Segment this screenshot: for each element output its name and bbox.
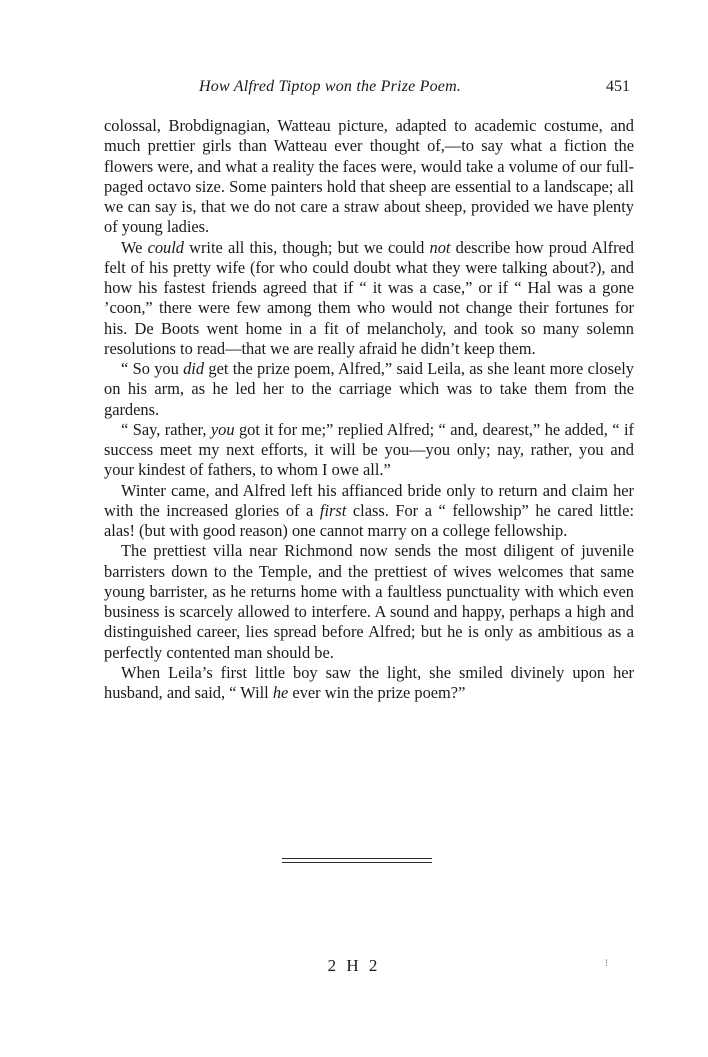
text-run: colossal, Brobdignagian, Watteau picture, adapted to academic costume, and much prettier girls than Watteau ever thought of,—to say what a fiction the flowers were, and what a reality the faces were, would take a volume of our full-paged octavo size. Some painters hold that sheep are essential to a landscape; all we can say is, that we do not care a straw about sheep, provided we have plenty of young ladies.	[104, 116, 634, 237]
signature-mark: 2 H 2	[327, 956, 381, 975]
text-run: “ Say, rather,	[121, 419, 211, 439]
text-run: class. For a “ fellowship” he cared little: alas! (but with good reason) one cannot marry on a college fellowship.	[104, 500, 635, 540]
text-run: We	[121, 237, 148, 257]
running-header	[104, 78, 634, 104]
running-title: How Alfred Tiptop won the Prize Poem.	[199, 78, 462, 95]
paragraph	[104, 663, 634, 704]
page-number: 451	[606, 78, 630, 95]
paragraph	[104, 541, 634, 663]
text-run: write all this, though; but we could	[184, 237, 430, 257]
text-run: “ So you	[121, 359, 184, 378]
section-end-rule	[282, 858, 432, 863]
italic-run: could	[147, 237, 184, 257]
paragraph	[104, 359, 634, 420]
paragraph	[104, 420, 634, 481]
italic-run: did	[183, 359, 205, 378]
text-run: When Leila’s first little boy saw the light, she smiled divinely upon her husband, and said, “ Will	[104, 662, 634, 702]
text-run: describe how proud Alfred felt of his pretty wife (for who could doubt what they were talking about?), and how his fastest friends agreed that if “ it was a case,” or if “ Hal was a gone ’coon,” there were few among them who would not change their fortunes for his. De Boots went home in a fit of melancholy, and took so many solemn resolutions to read—that we are really afraid he didn’t keep them.	[104, 237, 634, 358]
italic-run: he	[272, 683, 289, 702]
italic-run: first	[319, 500, 347, 520]
text-run: Winter came, and Alfred left his affianced bride only to return and claim her with the increased glories of a	[104, 480, 634, 520]
text-run: get the prize poem, Alfred,” said Leila, as she leant more closely on his arm, as he led her to the carriage which was to take them from the gardens.	[104, 359, 634, 419]
page-edge-mark: ⁝	[604, 958, 608, 969]
text-run: got it for me;” replied Alfred; “ and, dearest,” he added, “ if success meet my next efforts, it will be you—you only; nay, rather, you and your kindest of fathers, to whom I owe all.”	[104, 419, 634, 480]
rule-line-thin	[282, 858, 432, 859]
paragraph	[104, 116, 634, 238]
italic-run: not	[429, 237, 451, 257]
italic-run: you	[210, 419, 235, 439]
text-run: ever win the prize poem?”	[288, 683, 466, 702]
paragraph	[104, 238, 634, 360]
paragraph	[104, 481, 634, 542]
body-text	[104, 116, 634, 703]
text-run: The prettiest villa near Richmond now sends the most diligent of juvenile barristers down to the Temple, and the prettiest of wives welcomes that same young barrister, as he returns home with a faultless punctuality with which even business is scarcely allowed to interfere. A sound and happy, perhaps a high and distinguished career, lies spread before Alfred; but he is only as ambitious as a perfectly contented man should be.	[104, 541, 634, 662]
rule-line-thick	[282, 862, 432, 863]
